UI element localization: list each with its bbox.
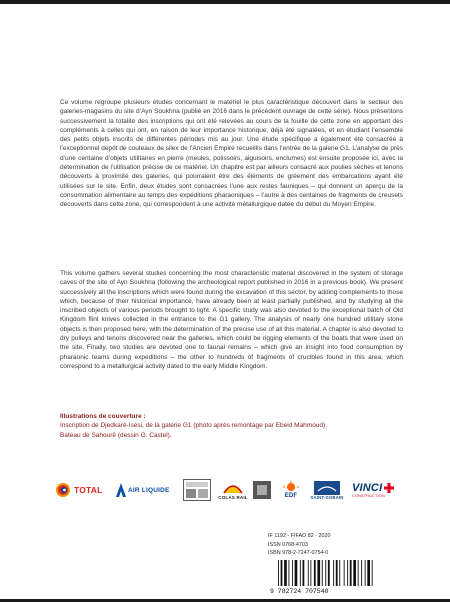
edf-emblem-icon xyxy=(283,481,299,493)
saint-gobain-emblem-icon xyxy=(314,481,340,495)
isbn-code: ISBN 978-2-7247-0754-0 xyxy=(268,550,329,556)
vinci-logo-text: VINCI xyxy=(352,482,383,494)
barcode-bar xyxy=(314,560,316,586)
air-liquide-emblem-icon xyxy=(116,483,126,497)
barcode-bar xyxy=(292,560,293,586)
barcode-bars xyxy=(278,560,373,586)
issn-code: ISSN 0768-4703 xyxy=(268,541,308,548)
total-logo xyxy=(55,482,111,498)
barcode-bar xyxy=(344,560,345,586)
edf-logo-text: EDF xyxy=(284,493,298,499)
french-summary: Ce volume regroupe plusieurs études concernant le matériel le plus caractéristique découvert dans le secteur des galeries-magasins du site d’Ayn Soukhna (publié en 2016 dans le précédent ouvrage de cette série). Nous présentons successivement la totalité des inscriptions qui ont été relevées au cours de la fouille de cette zone en apportant des compléments à celles qui ont, en raison de leur importance historique, déjà été signalées, et en étudiant l’ensemble des petits objets inscrits de différentes périodes mis au jour. Une étude spécifique a également été consacrée à l’exceptionnel dépôt de couteaux de silex de l’Ancien Empire recueillis dans l’entrée de la galerie G1. L’analyse de près d’une centaine d’objets utilitaires en pierre (meules, polissoirs, aiguisoirs, enclumes) est ensuite proposée ici, avec la détermination de l’utilisation précise de ce matériel. Un chapitre est par ailleurs consacré aux poulies sèches et tenons découverts à proximité des galeries, qui pourraient être des éléments de gréement des embarcations ayant été utilisées sur le site. Enfin, deux études sont consacrées l’une aux restes fauniques – qui donnent un aperçu de la consommation alimentaire au temps des expéditions pharaoniques – l’autre à des centaines de fragments de creusets découverts dans cette zone, qui correspondent à une activité métallurgique datée du début du Moyen Empire. xyxy=(60,99,403,209)
barcode-bar xyxy=(303,560,305,586)
partner-emblem-icon xyxy=(183,479,211,501)
barcode-bar xyxy=(281,560,283,586)
vinci-logo xyxy=(352,482,410,498)
barcode-bar xyxy=(333,560,334,586)
total-emblem-icon xyxy=(55,482,71,498)
air-liquide-logo-text: AIR LIQUIDE xyxy=(128,486,170,494)
barcode-bar xyxy=(365,560,366,586)
colas-rail-logo xyxy=(218,481,248,500)
barcode-digits: 9 782724 707540 xyxy=(270,588,329,594)
barcode-bar xyxy=(353,560,356,586)
barcode-bar xyxy=(322,560,323,586)
english-summary: This volume gathers several studies concerning the most characteristic material discovered in the system of storage caves of the site of Ayn Soukhna (following the archeological report published in 2016 in a previous book). We present successively all the inscriptions which were found during the excavation of this sector, by adding complements to those which, because of their historical importance, have already been at least partially published, and by studying all the inscribed objects of various periods brought to light. A specific study was also devoted to the exceptional batch of Old Kingdom flint knives collected in the entrance to the G1 gallery. The analysis of nearly one hundred utilitary stone objects is then proposed here, with the determination of the precise use of all this material. A chapter is also devoted to dry pulleys and tenons discovered near the galleries, which could be rigging elements of the boats that were used on the site. Finally, two studies are devoted one to faunal remains – which give an insight into food consumption by pharaonic teams during expeditions – the other to hundreds of fragments of crucibles found in this area, which correspond to a metallurgical activity dated to the early Middle Kingdom. xyxy=(60,270,403,370)
saint-gobain-logo-text: SAINT-GOBAIN xyxy=(310,494,344,500)
barcode-bar xyxy=(284,560,287,586)
colas-rail-emblem-icon xyxy=(222,481,244,495)
partner-square-logo xyxy=(253,481,275,499)
saint-gobain-logo xyxy=(307,481,347,500)
barcode-bar xyxy=(300,560,301,586)
barcode-bar xyxy=(336,560,338,586)
publication-codes xyxy=(268,532,331,558)
barcode-bar xyxy=(310,560,311,586)
colas-rail-logo-text: COLAS RAIL xyxy=(218,494,248,500)
barcode-bar xyxy=(372,560,373,586)
sponsor-logos xyxy=(55,470,410,510)
vinci-emblem-icon xyxy=(384,483,394,493)
top-border xyxy=(0,0,450,4)
cover-credit-line: Bateau de Sahourê (dessin G. Castel). xyxy=(60,431,172,439)
barcode-bar xyxy=(295,560,298,586)
barcode-bar xyxy=(361,560,362,586)
ifao-code: IF 1192 - FIFAO 82 - 2020 xyxy=(268,533,331,539)
partner-emblem-logo xyxy=(183,479,213,501)
barcode-bar xyxy=(289,560,290,586)
vinci-logo-subtext: CONSTRUCTION xyxy=(352,494,385,498)
barcode-bar xyxy=(339,560,340,586)
barcode-bar xyxy=(278,560,279,586)
barcode-bar xyxy=(350,560,352,586)
total-logo-text: TOTAL xyxy=(74,485,103,495)
edf-logo xyxy=(280,481,302,499)
barcode-bar xyxy=(308,560,309,586)
barcode-bar xyxy=(328,560,330,586)
cover-credits-heading: Illustrations de couverture : xyxy=(60,413,146,420)
barcode-bar xyxy=(358,560,359,586)
partner-square-icon xyxy=(253,481,271,499)
isbn-barcode xyxy=(268,560,406,594)
barcode-bar xyxy=(317,560,320,586)
barcode-bar xyxy=(325,560,326,586)
cover-credits xyxy=(60,412,400,440)
barcode-bar xyxy=(367,560,370,586)
cover-credit-line: Inscription de Djedkarê-Isési, de la galerie G1 (photo après remontage par Ebeid Mahmoud). xyxy=(60,422,328,430)
barcode-bar xyxy=(347,560,348,586)
air-liquide-logo xyxy=(116,483,178,497)
